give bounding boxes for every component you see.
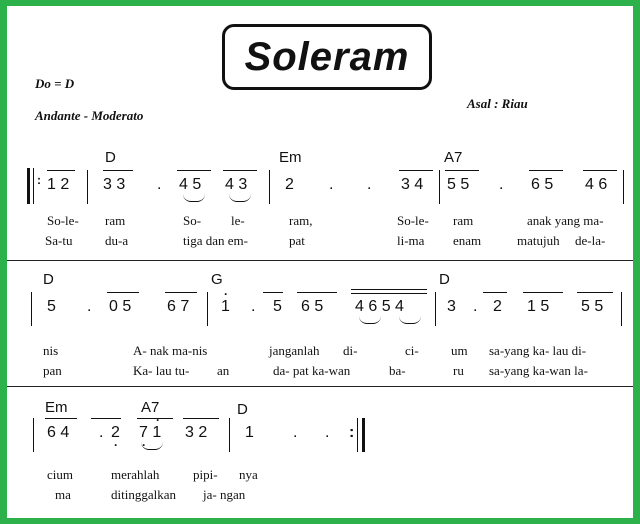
note: 1	[221, 298, 230, 315]
lyric: pat	[289, 233, 305, 248]
lyric: nis	[43, 343, 59, 358]
note: 2	[111, 424, 120, 441]
lyric: merahlah	[111, 467, 160, 482]
octave-dot: ·	[224, 287, 228, 301]
chord-label: A7	[444, 149, 463, 166]
note-group: 5 5	[581, 298, 604, 315]
lyric: ram	[105, 213, 126, 228]
lyric: anak yang ma-	[527, 213, 604, 228]
lyric: janganlah	[269, 343, 320, 358]
bar-line	[621, 292, 622, 326]
system-1	[7, 146, 633, 256]
note-dot: .	[499, 176, 504, 193]
lyric: So-le-	[397, 213, 429, 228]
beam	[107, 292, 139, 293]
bar-line	[439, 170, 440, 204]
system-divider	[7, 260, 633, 261]
lyric: matujuh	[517, 233, 560, 248]
system-divider	[7, 386, 633, 387]
lyric: ram,	[289, 213, 313, 228]
repeat-end-bar-thin	[357, 418, 358, 452]
note-group: 7 1	[139, 424, 162, 441]
note-group: 6 5	[301, 298, 324, 315]
note: 2	[493, 298, 502, 315]
note: 2	[285, 176, 294, 193]
bar-line	[229, 418, 230, 452]
note-group: 3 2	[185, 424, 208, 441]
beam	[183, 418, 219, 419]
bar-line	[33, 418, 34, 452]
chord-label: Em	[45, 399, 68, 416]
note-group: 5 5	[447, 176, 470, 193]
note-dot: .	[87, 298, 92, 315]
beam	[263, 292, 283, 293]
bar-line	[31, 292, 32, 326]
beam	[45, 418, 77, 419]
bar-line	[87, 170, 88, 204]
lyric: du-a	[105, 233, 129, 248]
lyric: So-le-	[47, 213, 79, 228]
note-group: 4 6	[585, 176, 608, 193]
lyric: Sa-tu	[45, 233, 73, 248]
beam	[297, 292, 337, 293]
lyric: So-	[183, 213, 202, 228]
title-box	[222, 24, 432, 90]
lyric: tiga dan em-	[183, 233, 248, 248]
lyric: enam	[453, 233, 482, 248]
beam	[137, 418, 173, 419]
slur	[183, 194, 205, 202]
note-group: 6 7	[167, 298, 190, 315]
repeat-end-dots: :	[349, 424, 355, 441]
bar-line	[623, 170, 624, 204]
lyric: ci-	[405, 343, 419, 358]
system-3	[7, 392, 633, 508]
note-dot: .	[293, 424, 298, 441]
lyric: di-	[343, 343, 358, 358]
repeat-end-bar	[362, 418, 365, 452]
double-beam	[351, 293, 427, 294]
chord-label: A7	[141, 399, 160, 416]
tempo-marking: Andante - Moderato	[35, 108, 144, 123]
song-origin: Asal : Riau	[467, 96, 528, 111]
sheet-music-page	[7, 6, 633, 518]
beam	[577, 292, 613, 293]
lyric: pan	[43, 363, 62, 378]
note-group: 3 4	[401, 176, 424, 193]
chord-label: G	[211, 271, 223, 288]
double-beam	[351, 289, 427, 290]
slur	[141, 438, 163, 452]
slur	[229, 194, 251, 202]
bar-line	[269, 170, 270, 204]
beam	[445, 170, 479, 171]
lyric: cium	[47, 467, 73, 482]
octave-dot: ·	[114, 438, 118, 452]
beam	[103, 170, 133, 171]
lyric: li-ma	[397, 233, 425, 248]
lyric: sa-yang ka- lau di-	[489, 343, 587, 358]
note-dot: .	[473, 298, 478, 315]
lyric: A- nak ma-nis	[133, 343, 208, 358]
note: 5	[273, 298, 282, 315]
slur	[359, 316, 381, 324]
lyric: sa-yang ka-wan la-	[489, 363, 588, 378]
chord-label: D	[439, 271, 450, 288]
beam	[483, 292, 507, 293]
beam	[529, 170, 563, 171]
note-group: 1 2	[47, 176, 70, 193]
lyric: ram	[453, 213, 474, 228]
beam	[523, 292, 563, 293]
chord-label: D	[105, 149, 116, 166]
note-group: 4 6 5 4	[355, 298, 404, 315]
lyric: ma	[55, 487, 71, 502]
repeat-dots: :	[37, 173, 41, 187]
beam	[91, 418, 121, 419]
octave-dot: ·	[142, 438, 146, 452]
octave-dot: ·	[156, 413, 160, 427]
beam	[583, 170, 617, 171]
bar-line	[435, 292, 436, 326]
bar-line	[207, 292, 208, 326]
lyric: le-	[231, 213, 245, 228]
note-dot: .	[325, 424, 330, 441]
note-dot: .	[367, 176, 372, 193]
repeat-start-bar	[27, 168, 30, 204]
repeat-start-bar-thin	[33, 168, 34, 204]
note-group: 4 5	[179, 176, 202, 193]
beam	[177, 170, 211, 171]
key-signature: Do = D	[35, 76, 75, 91]
lyric: Ka- lau tu-	[133, 363, 190, 378]
note-dot: .	[157, 176, 162, 193]
beam	[223, 170, 257, 171]
beam	[399, 170, 433, 171]
lyric: ba-	[389, 363, 406, 378]
note-group: 6 4	[47, 424, 70, 441]
note: 1	[245, 424, 254, 441]
note-group: 6 5	[531, 176, 554, 193]
chord-label: D	[237, 401, 248, 418]
note-group: 0 5	[109, 298, 132, 315]
lyric: an	[217, 363, 230, 378]
song-title: Soleram	[244, 35, 410, 79]
lyric: de-la-	[575, 233, 606, 248]
lyric: ditinggalkan	[111, 487, 176, 502]
note-dot: .	[329, 176, 334, 193]
note: 5	[47, 298, 56, 315]
note-group: 1 5	[527, 298, 550, 315]
lyric: ja- ngan	[203, 487, 246, 502]
note-group: 4 3	[225, 176, 248, 193]
note: 3	[447, 298, 456, 315]
lyric: um	[451, 343, 468, 358]
beam	[47, 170, 75, 171]
lyric: ru	[453, 363, 464, 378]
note-dot: .	[99, 424, 104, 441]
system-2	[7, 268, 633, 380]
chord-label: D	[43, 271, 54, 288]
beam	[165, 292, 197, 293]
slur	[399, 316, 421, 324]
chord-label: Em	[279, 149, 302, 166]
lyric: da- pat ka-wan	[273, 363, 351, 378]
note-group: 3 3	[103, 176, 126, 193]
note-dot: .	[251, 298, 256, 315]
lyric: pipi-	[193, 467, 218, 482]
lyric: nya	[239, 467, 258, 482]
